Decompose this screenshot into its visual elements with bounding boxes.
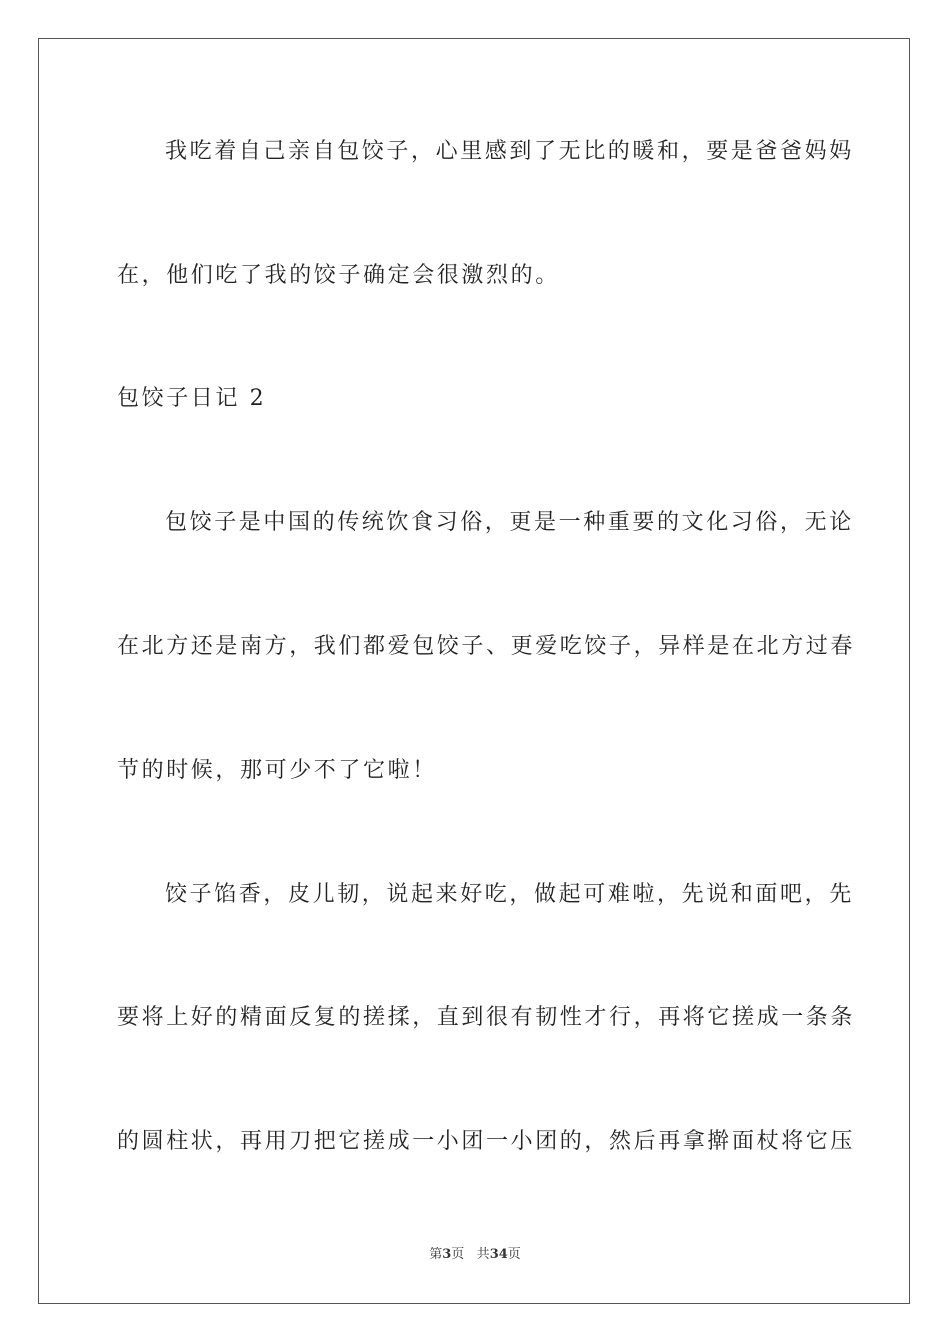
paragraph-line: 我吃着自己亲自包饺子，心里感到了无比的暖和，要是爸爸妈妈 xyxy=(165,139,854,164)
paragraph-line: 要将上好的精面反复的搓揉，直到很有韧性才行，再将它搓成一条条 xyxy=(117,1005,856,1030)
footer-total-prefix: 共 xyxy=(476,1247,490,1262)
paragraph-line: 包饺子是中国的传统饮食习俗，更是一种重要的文化习俗，无论 xyxy=(165,510,854,535)
footer-page-suffix: 页 xyxy=(451,1247,465,1262)
footer-total-suffix: 页 xyxy=(507,1247,521,1262)
paragraph-line: 在，他们吃了我的饺子确定会很激烈的。 xyxy=(117,263,560,288)
paragraph-line: 的圆柱状，再用刀把它搓成一小团一小团的，然后再拿擀面杖将它压 xyxy=(117,1129,856,1154)
paragraph-line: 节的时候，那可少不了它啦！ xyxy=(117,758,437,783)
footer-page-number: 3 xyxy=(442,1247,452,1262)
page-footer xyxy=(0,1246,950,1264)
section-heading: 包饺子日记 2 xyxy=(117,386,267,411)
footer-prefix: 第 xyxy=(429,1247,443,1262)
paragraph-line: 饺子馅香，皮儿韧，说起来好吃，做起可难啦，先说和面吧，先 xyxy=(165,882,854,907)
page-border xyxy=(38,38,910,1304)
paragraph-line: 在北方还是南方，我们都爱包饺子、更爱吃饺子，异样是在北方过春 xyxy=(117,634,856,659)
footer-total-pages: 34 xyxy=(489,1247,508,1262)
